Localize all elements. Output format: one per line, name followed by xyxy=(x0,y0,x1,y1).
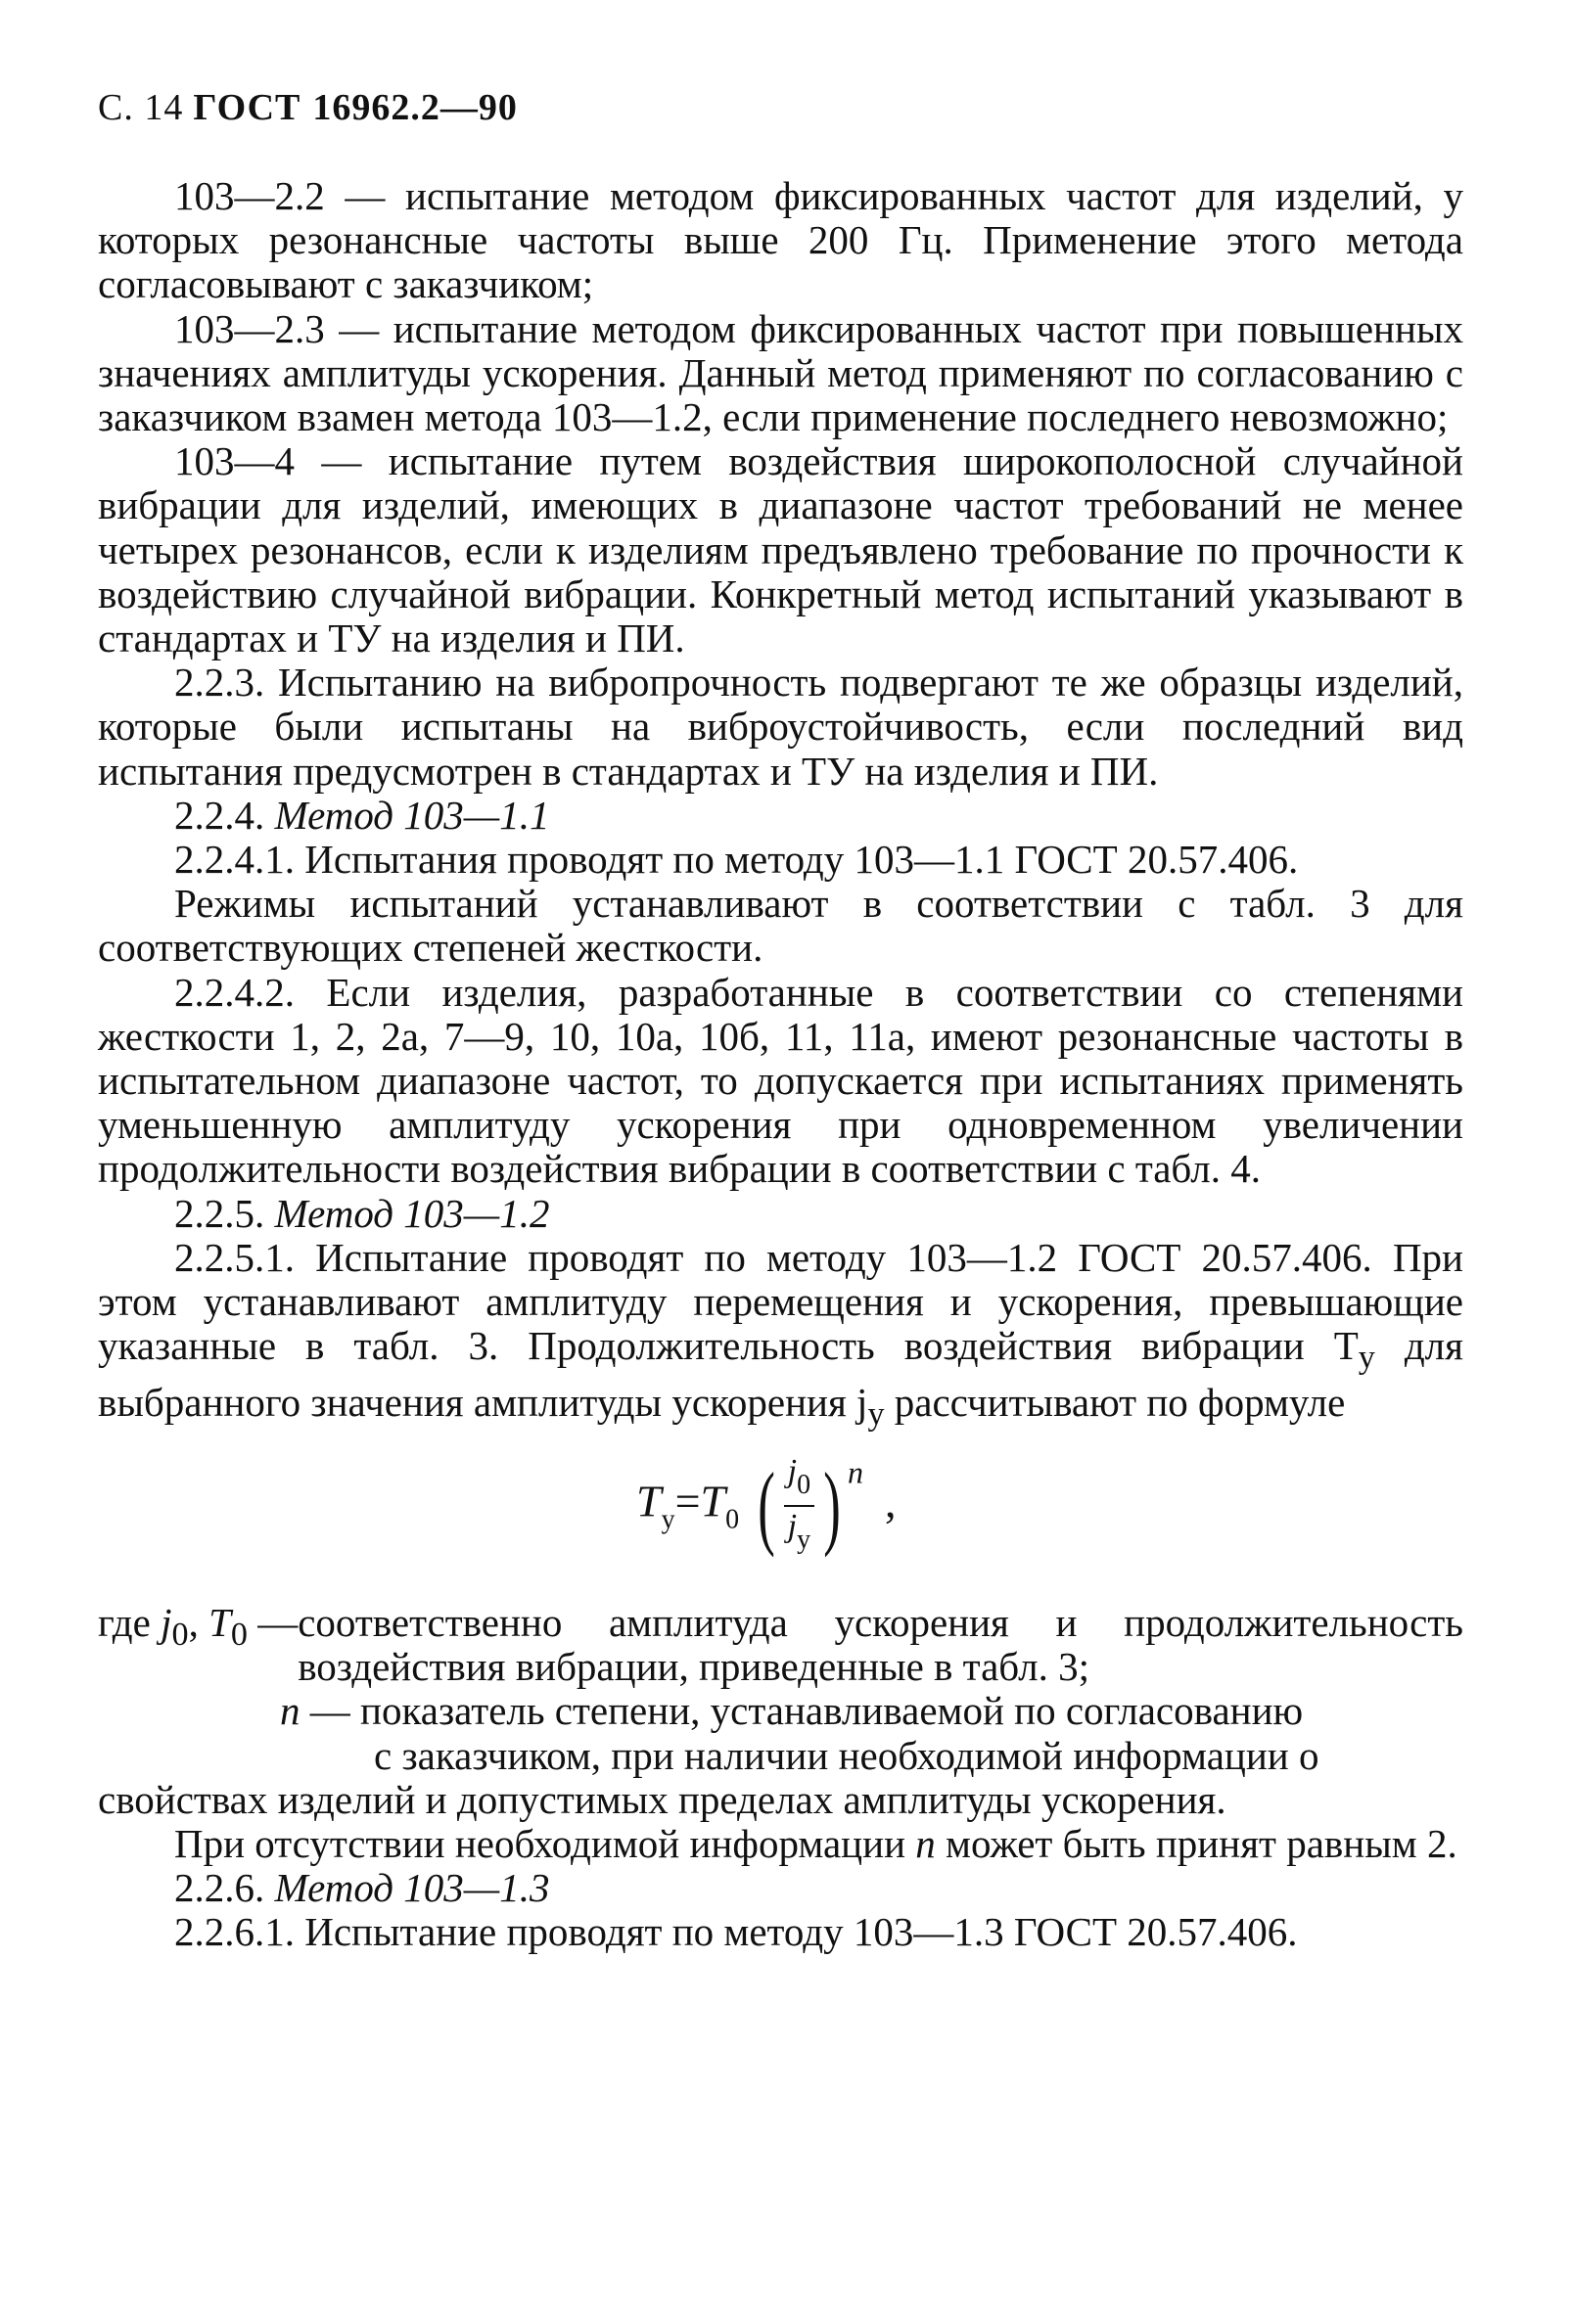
formula-fraction xyxy=(784,1452,814,1560)
where-definition xyxy=(98,1601,1463,1689)
section-heading-2-2-5 xyxy=(98,1192,1463,1236)
right-paren-symbol: ) xyxy=(823,1453,841,1559)
paragraph-2-2-3: 2.2.3. Испытанию на вибропрочность подвергают те же образцы изделий, которые были испытаны на виброустойчивость, если последний вид испытания предусмотрен в стандартах и ТУ на изделия и ПИ. xyxy=(98,660,1463,794)
denominator-var: j xyxy=(787,1508,798,1545)
section-title: Метод 103—1.3 xyxy=(274,1865,550,1911)
where-label: где $j_0$, $T_0$ — xyxy=(98,1600,299,1654)
numerator-var: j xyxy=(787,1453,798,1490)
formula-equals: = xyxy=(674,1476,701,1527)
n-definition-cont: с заказчиком, при наличии необходимой информации о xyxy=(374,1732,1319,1778)
section-number: 2.2.4. xyxy=(174,792,265,838)
section-title: Метод 103—1.2 xyxy=(274,1190,550,1236)
where-dash: — xyxy=(247,1600,299,1646)
formula-comma: , xyxy=(885,1476,897,1527)
n-definition-text: — показатель степени, устанавливаемой по согласованию xyxy=(300,1688,1304,1734)
paragraph-2-2-4-1: 2.2.4.1. Испытания проводят по методу 103—1.1 ГОСТ 20.57.406. xyxy=(174,837,1299,883)
standard-number: 16962.2—90 xyxy=(312,87,518,128)
n-symbol: n xyxy=(280,1688,300,1734)
fraction-denominator xyxy=(784,1507,814,1560)
denominator-sub: у xyxy=(797,1525,811,1556)
paragraph-method-103-2-3: 103—2.3 — испытание методом фиксированных частот при повышенных значениях амплитуды ускорения. Данный метод применяют по согласованию с заказчиком взамен метода 103—1.2, если применение последнего невозможно; xyxy=(98,305,1463,440)
formula-t0-sub: 0 xyxy=(725,1504,740,1535)
section-number: 2.2.5. xyxy=(174,1190,265,1236)
paragraph-2-2-6-1: 2.2.6.1. Испытание проводят по методу 103—1.3 ГОСТ 20.57.406. xyxy=(174,1909,1298,1955)
where-word: где xyxy=(98,1600,162,1646)
section-heading-2-2-6 xyxy=(98,1866,1463,1910)
paragraph-no-info xyxy=(98,1822,1463,1866)
subscript: у xyxy=(867,1395,885,1433)
formula-lhs-sub: у xyxy=(661,1504,675,1535)
page-header xyxy=(98,86,518,129)
fraction-numerator xyxy=(784,1452,814,1507)
page-number: С. 14 xyxy=(98,87,184,128)
n-definition-last: свойствах изделий и допустимых пределах амплитуды ускорения. xyxy=(98,1776,1226,1822)
formula-t0: T xyxy=(700,1476,726,1527)
formula-lhs: T xyxy=(636,1476,662,1527)
section-title: Метод 103—1.1 xyxy=(274,792,550,838)
n-definition xyxy=(98,1689,1463,1733)
paragraph-text: может быть принят равным 2. xyxy=(935,1821,1457,1867)
section-number: 2.2.6. xyxy=(174,1865,265,1911)
left-paren-symbol: ( xyxy=(757,1453,775,1559)
paragraph-test-modes: Режимы испытаний устанавливают в соответствии с табл. 3 для соответствующих степеней жесткости. xyxy=(98,881,1463,971)
paragraph-text: 2.2.5.1. Испытание проводят по методу 103—1.2 ГОСТ 20.57.406. При этом устанавливают амплитуду перемещения и ускорения, превышающие указанные в табл. 3. Продолжительность воздействия вибрации T xyxy=(98,1234,1463,1369)
paragraph-method-103-2-2: 103—2.2 — испытание методом фиксированных частот для изделий, у которых резонансные частоты выше 200 Гц. Применение этого метода согласовывают с заказчиком; xyxy=(98,173,1463,307)
numerator-sub: 0 xyxy=(797,1470,811,1501)
formula-exponent: n xyxy=(848,1454,864,1490)
paragraph-method-103-4: 103—4 — испытание путем воздействия широкополосной случайной вибрации для изделий, имеющих в диапазоне частот требований не менее четырех резонансов, если к изделиям предъявлено требование по прочности к воздействию случайной вибрации. Конкретный метод испытаний указывают в стандартах и ТУ на изделия и ПИ. xyxy=(98,438,1463,661)
where-t-sub: 0 xyxy=(230,1617,248,1654)
paragraph-text: для выбранного значения амплитуды ускорения j xyxy=(98,1323,1463,1425)
formula-block xyxy=(98,1444,1463,1591)
where-description: соответственно амплитуда ускорения и продолжительность воздействия вибрации, приведенные в табл. 3; xyxy=(298,1600,1463,1690)
n-symbol: n xyxy=(915,1821,936,1867)
standard-label: ГОСТ xyxy=(193,87,301,128)
formula xyxy=(636,1452,897,1560)
section-heading-2-2-4 xyxy=(98,794,1463,838)
paragraph-2-2-5-1 xyxy=(98,1236,1463,1436)
where-j-sub: 0 xyxy=(171,1617,189,1654)
subscript: у xyxy=(1358,1340,1375,1377)
where-j: j xyxy=(161,1600,172,1646)
paragraph-2-2-4-2: 2.2.4.2. Если изделия, разработанные в соответствии со степенями жесткости 1, 2, 2а, 7—9, 10, 10а, 10б, 11, 11а, имеют резонансные частоты в испытательном диапазоне частот, то допускается при испытаниях применять уменьшенную амплитуду ускорения при одновременном увеличении продолжительности воздействия вибрации в соответствии с табл. 4. xyxy=(98,969,1463,1192)
paragraph-text: рассчитывают по формуле xyxy=(884,1379,1346,1425)
document-body xyxy=(98,174,1463,1955)
where-t: T xyxy=(208,1600,231,1646)
paragraph-text: При отсутствии необходимой информации xyxy=(174,1821,916,1867)
